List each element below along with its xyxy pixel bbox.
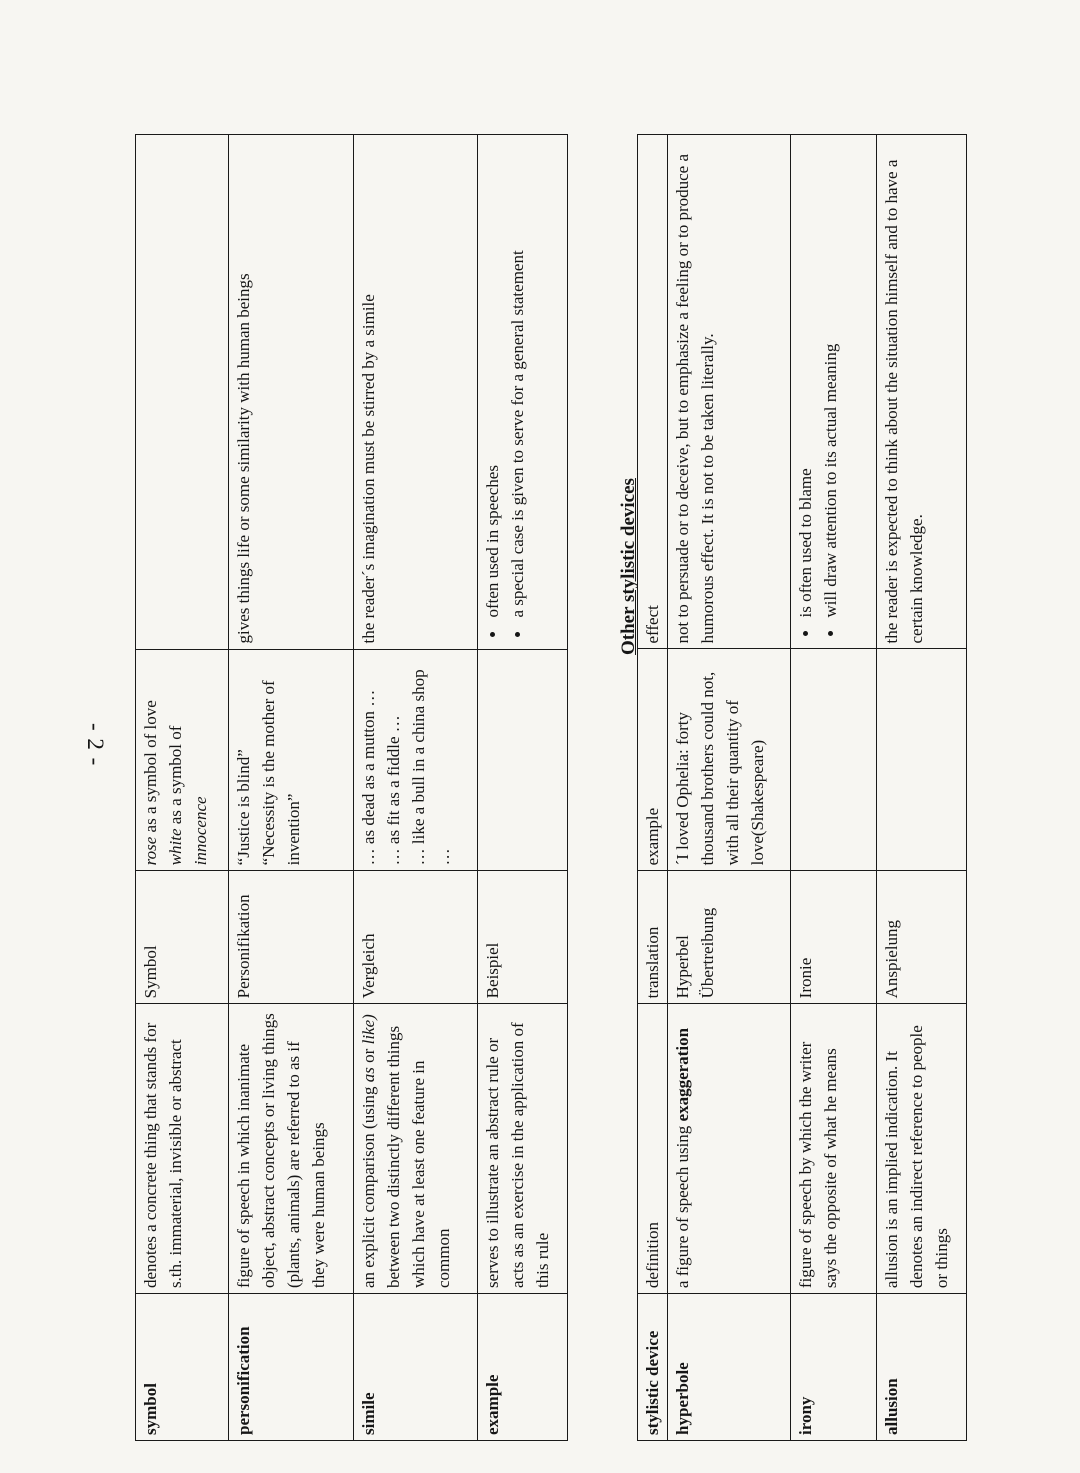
translation-cell: Ironie [791, 871, 877, 1004]
effect-cell [791, 135, 877, 650]
device-name: simile [354, 1294, 478, 1441]
example-text: as a symbol of love [141, 700, 160, 837]
definition-em: as [359, 1067, 378, 1083]
definition-cell: serves to illustrate an abstract rule or acts as an exercise in the application of this rule [478, 1004, 568, 1294]
effect-cell: not to persuade or to deceive, but to emphasize a feeling or to produce a humorous effect. It is not to be taken literally. [668, 135, 791, 650]
definition-cell [668, 1004, 791, 1294]
definition-cell: figure of speech in which inanimate object, abstract concepts or living things (plants, animals) are referred to as if they were human beings [229, 1004, 354, 1294]
example-cell [229, 649, 354, 871]
definition-text: or [359, 1044, 378, 1068]
table-row [136, 135, 229, 1441]
effect-cell [136, 135, 229, 650]
definition-text: a figure of speech using [673, 1121, 692, 1289]
german-cell: Beispiel [478, 871, 568, 1004]
effect-cell [478, 135, 568, 650]
table-row [668, 135, 791, 1441]
section-title: Other stylistic devices [618, 478, 639, 655]
example-em: white [166, 828, 185, 866]
bullet-item: • will draw attention to its actual meaning [818, 140, 843, 620]
definition-text: an explicit comparison (using [359, 1082, 378, 1289]
example-text: … as dead as a mutton … [359, 689, 378, 866]
translation-text: Übertreibung [698, 907, 717, 999]
example-cell [136, 649, 229, 871]
table-row [478, 135, 568, 1441]
bullet-item: • a special case is given to serve for a general statement [505, 140, 530, 620]
effect-cell: the reader´s imagination must be stirred by a simile [354, 135, 478, 650]
definition-cell: figure of speech by which the writer says the opposite of what he means [791, 1004, 877, 1294]
device-name: hyperbole [668, 1294, 791, 1441]
example-text: as a symbol of [166, 725, 185, 829]
table-row [354, 135, 478, 1441]
stylistic-devices-table-2 [637, 134, 967, 1441]
table-header-row [638, 135, 668, 1441]
page-number: - 2 - [83, 723, 108, 767]
bullet-item: • often used in speeches [480, 140, 505, 620]
example-em: rose [141, 836, 160, 866]
definition-cell: denotes a concrete thing that stands for s.th. immaterial, invisible or abstract [136, 1004, 229, 1294]
bullet-item: • is often used to blame [793, 140, 818, 620]
translation-text: Hyperbel [673, 935, 692, 999]
device-name: symbol [136, 1294, 229, 1441]
device-name: example [478, 1294, 568, 1441]
translation-cell [668, 871, 791, 1004]
example-text: … like a bull in a china shop … [409, 669, 453, 866]
german-cell: Symbol [136, 871, 229, 1004]
stylistic-devices-table-1 [135, 134, 568, 1441]
german-cell: Vergleich [354, 871, 478, 1004]
example-cell [478, 649, 568, 871]
definition-text: between two distinctly different things which have at least one feature in common [384, 1025, 453, 1289]
definition-cell: allusion is an implied indication. It denotes an indirect reference to people or things [877, 1004, 967, 1294]
table-row [791, 135, 877, 1441]
header-translation: translation [638, 871, 668, 1004]
header-definition: definition [638, 1004, 668, 1294]
example-cell [354, 649, 478, 871]
definition-em: exaggeration [673, 1027, 692, 1122]
example-cell: ´I loved Ophelia: forty thousand brothers could not, with all their quantity of love(Shakespeare) [668, 649, 791, 871]
example-cell [791, 649, 877, 871]
effect-cell: gives things life or some similarity with human beings [229, 135, 354, 650]
table-row [229, 135, 354, 1441]
example-text: “Justice is blind” [234, 749, 253, 866]
header-effect: effect [638, 135, 668, 650]
german-cell: Personifikation [229, 871, 354, 1004]
device-name: allusion [877, 1294, 967, 1441]
effect-cell: the reader is expected to think about the situation himself and to have a certain knowledge. [877, 135, 967, 650]
definition-em: like) [359, 1014, 378, 1045]
header-example: example [638, 649, 668, 871]
example-em: innocence [191, 796, 210, 866]
example-cell [877, 649, 967, 871]
definition-cell [354, 1004, 478, 1294]
table-row [877, 135, 967, 1441]
header-device: stylistic device [638, 1294, 668, 1441]
example-text: “Necessity is the mother of invention” [259, 680, 303, 866]
device-name: personification [229, 1294, 354, 1441]
translation-cell: Anspielung [877, 871, 967, 1004]
example-text: … as fit as a fiddle … [384, 715, 403, 866]
device-name: irony [791, 1294, 877, 1441]
